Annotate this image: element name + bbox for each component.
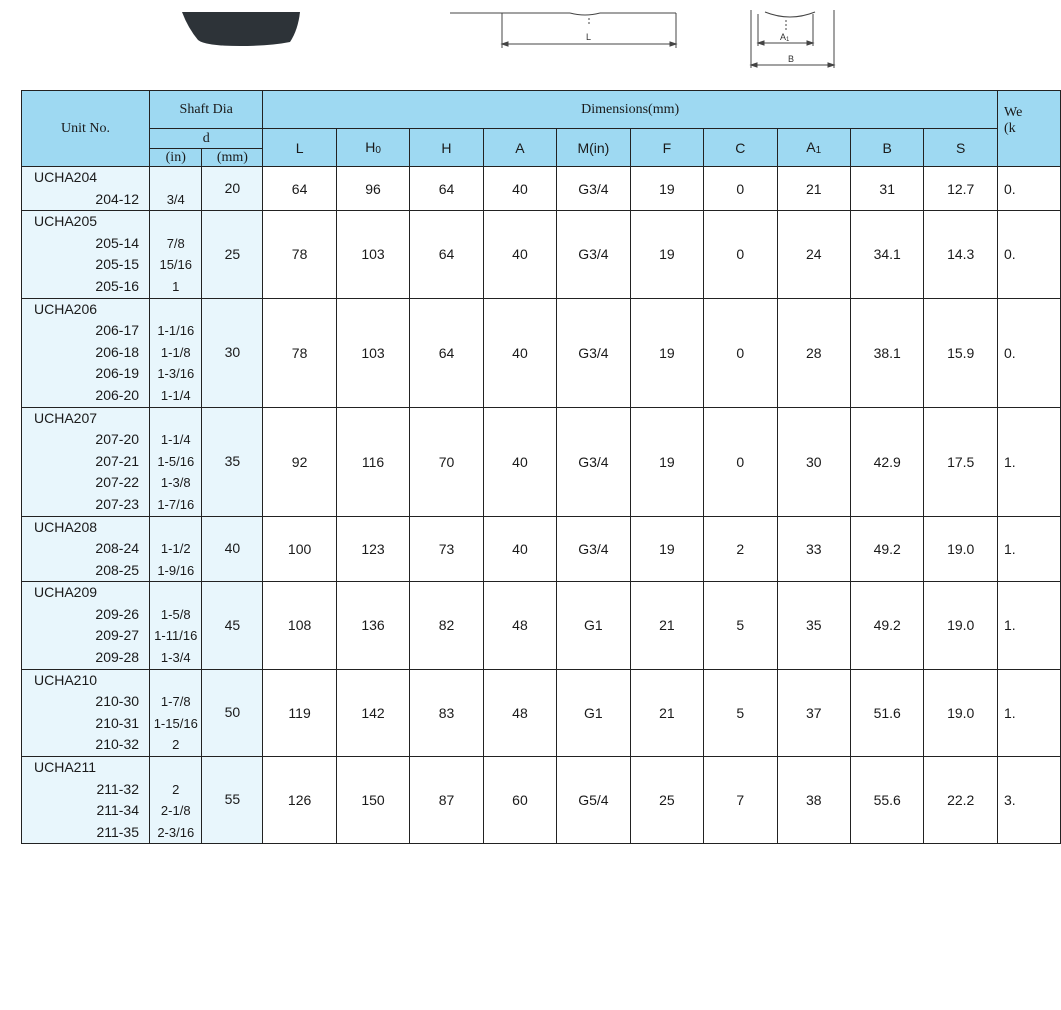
shaft-dia-in-value: 1-1/16 [157,323,195,339]
dim-s-cell: 15.9 [924,298,998,407]
in-spacer [150,670,201,692]
unit-no-cell [22,669,150,756]
table-row [22,757,1061,844]
unit-variant-number: 207-23 [95,495,140,512]
dim-a1-cell: 33 [777,516,850,582]
unit-base-number: UCHA209 [34,584,98,601]
shaft-dia-in-value: 1-3/16 [157,366,195,382]
unit-variant-number: 207-21 [95,452,140,469]
dim-f-cell: 25 [630,757,703,844]
dim-l-cell: 64 [263,167,336,211]
weight-cell: 1. [997,516,1060,582]
dim-b-cell: 49.2 [850,582,923,669]
dim-b-cell: 55.6 [850,757,923,844]
dim-m-cell: G3/4 [557,298,630,407]
shaft-dia-in-value: 2 [172,781,180,797]
dim-b-cell: 34.1 [850,211,923,298]
dim-l-cell: 92 [263,407,336,516]
dim-h0-cell: 142 [336,669,409,756]
shaft-dia-in-value: 1-3/8 [160,475,191,491]
shaft-dia-mm-cell [202,516,263,582]
header-M: M(in) [557,129,630,167]
dim-a-cell: 48 [483,669,556,756]
shaft-dia-in-value: 1-15/16 [153,715,198,731]
shaft-dia-in-cell [150,757,202,844]
shaft-dia-in-cell [150,669,202,756]
dim-l-cell: 100 [263,516,336,582]
in-spacer [150,211,201,233]
shaft-dia-in-cell [150,582,202,669]
shaft-dia-in-value: 1-7/8 [160,694,191,710]
dim-a-cell: 40 [483,407,556,516]
unit-variant-number: 210-31 [95,714,140,731]
dim-c-cell: 2 [704,516,777,582]
table-row [22,167,1061,211]
dim-m-cell: G3/4 [557,516,630,582]
unit-no-cell [22,407,150,516]
header-d: d [150,129,263,149]
unit-variant-number: 206-17 [95,322,140,339]
shaft-dia-in-value: 2 [172,737,180,753]
dim-c-cell: 0 [704,298,777,407]
shaft-dia-mm-value: 40 [224,540,241,557]
shaft-dia-mm-value: 45 [224,616,241,633]
dim-a1-cell: 30 [777,407,850,516]
dim-h-cell: 87 [410,757,483,844]
shaft-dia-in-value: 1-9/16 [157,562,195,578]
shaft-dia-in-value: 3/4 [166,191,185,207]
shaft-dia-mm-cell [202,669,263,756]
dim-a1-cell: 28 [777,298,850,407]
dim-b-cell: 51.6 [850,669,923,756]
dim-a-cell: 40 [483,516,556,582]
header-B: B [850,129,923,167]
unit-variant-number: 208-24 [95,540,140,557]
dim-l-cell: 78 [263,298,336,407]
dim-a-cell: 40 [483,211,556,298]
shaft-dia-in-value: 1-11/16 [154,628,198,644]
unit-base-number: UCHA207 [34,409,98,426]
shaft-dia-mm-value: 55 [224,791,241,808]
weight-cell: 1. [997,582,1060,669]
unit-variant-number: 210-32 [95,736,140,753]
unit-no-cell [22,298,150,407]
shaft-dia-mm-value: 20 [224,179,241,196]
dim-s-cell: 19.0 [924,516,998,582]
dim-m-cell: G3/4 [557,167,630,211]
unit-variant-number: 211-34 [96,802,140,819]
dim-s-cell: 12.7 [924,167,998,211]
dim-b-cell: 42.9 [850,407,923,516]
dim-a-cell: 40 [483,298,556,407]
shaft-dia-mm-cell [202,167,263,211]
dim-a-cell: 60 [483,757,556,844]
unit-no-cell [22,211,150,298]
shaft-dia-in-value: 1-3/4 [160,650,191,666]
header-C: C [704,129,777,167]
table-row [22,669,1061,756]
shaft-dia-in-cell [150,298,202,407]
dim-h-cell: 64 [410,167,483,211]
unit-variant-number: 206-20 [95,386,140,403]
shaft-dia-mm-cell [202,582,263,669]
shaft-dia-in-cell [150,167,202,211]
table-row [22,516,1061,582]
dim-l-cell: 78 [263,211,336,298]
table-row [22,211,1061,298]
dim-h-cell: 73 [410,516,483,582]
header-L: L [263,129,336,167]
shaft-dia-in-value: 7/8 [166,235,185,251]
unit-variant-number: 208-25 [95,561,140,578]
dim-s-cell: 17.5 [924,407,998,516]
header-shaft-dia: Shaft Dia [150,91,263,129]
in-spacer [150,408,201,430]
housing-silhouette [182,12,300,46]
header-weight-label: We [1003,105,1023,120]
shaft-dia-in-value: 1 [172,278,180,294]
in-spacer [150,299,201,321]
unit-base-number: UCHA204 [34,169,98,185]
header-S: S [924,129,998,167]
side-view-drawing [450,13,676,48]
table-row [22,582,1061,669]
dim-b-cell: 38.1 [850,298,923,407]
dim-m-cell: G1 [557,669,630,756]
shaft-dia-in-value: 1-1/4 [160,387,191,403]
unit-variant-number: 206-19 [95,365,140,382]
unit-base-number: UCHA208 [34,518,98,535]
shaft-dia-mm-cell [202,211,263,298]
dim-h-cell: 64 [410,211,483,298]
dim-a1-cell: 38 [777,757,850,844]
header-A1-sub: 1 [815,145,822,156]
dim-h0-cell: 103 [336,298,409,407]
dim-l-cell: 126 [263,757,336,844]
dim-c-cell: 0 [704,167,777,211]
shaft-dia-in-value: 2-3/16 [157,824,195,840]
shaft-dia-in-value: 2-1/8 [160,803,191,819]
unit-base-number: UCHA210 [34,671,98,688]
dim-f-cell: 19 [630,298,703,407]
dim-m-cell: G3/4 [557,211,630,298]
unit-variant-number: 207-22 [95,474,140,491]
shaft-dia-in-value: 15/16 [159,257,193,273]
header-A1 [777,129,850,167]
in-spacer [150,757,201,779]
dim-a1-cell: 24 [777,211,850,298]
dim-h0-cell: 150 [336,757,409,844]
dim-label-A1: A1 [780,32,790,43]
dim-h0-cell: 116 [336,407,409,516]
spec-table [21,90,1061,844]
spec-table-container [21,90,1023,1010]
table-row [22,298,1061,407]
unit-variant-number: 204-12 [95,190,140,207]
dim-c-cell: 5 [704,582,777,669]
dim-f-cell: 19 [630,211,703,298]
shaft-dia-mm-value: 50 [224,704,241,721]
shaft-dia-mm-value: 25 [224,245,241,262]
dim-m-cell: G1 [557,582,630,669]
dim-a-cell: 40 [483,167,556,211]
header-weight-unit: (k [1003,121,1016,136]
shaft-dia-mm-cell [202,298,263,407]
shaft-dia-mm-cell [202,757,263,844]
dim-s-cell: 14.3 [924,211,998,298]
header-A1-base: A [806,139,816,155]
dim-c-cell: 7 [704,757,777,844]
header-H0-base: H [365,139,376,155]
unit-variant-number: 206-18 [95,343,140,360]
dim-h0-cell: 96 [336,167,409,211]
dim-s-cell: 22.2 [924,757,998,844]
dim-h-cell: 70 [410,407,483,516]
unit-base-number: UCHA206 [34,300,98,317]
shaft-dia-in-value: 1-7/16 [157,496,195,512]
dim-h-cell: 82 [410,582,483,669]
dim-s-cell: 19.0 [924,669,998,756]
shaft-dia-in-value: 1-1/8 [160,344,191,360]
unit-variant-number: 211-35 [96,823,140,840]
technical-drawings [0,0,1002,90]
in-spacer [150,167,201,189]
unit-variant-number: 205-15 [95,256,140,273]
in-spacer [150,517,201,539]
weight-cell: 0. [997,211,1060,298]
shaft-dia-in-cell [150,211,202,298]
dim-l-cell: 119 [263,669,336,756]
unit-no-cell [22,582,150,669]
spec-table-body [22,167,1061,844]
dim-m-cell: G3/4 [557,407,630,516]
dim-a1-cell: 21 [777,167,850,211]
unit-variant-number: 209-27 [95,627,140,644]
header-mm: (mm) [202,149,263,167]
unit-base-number: UCHA205 [34,213,98,230]
dim-a1-cell: 35 [777,582,850,669]
weight-cell: 1. [997,407,1060,516]
dim-f-cell: 19 [630,407,703,516]
header-dimensions: Dimensions(mm) [263,91,998,129]
shaft-dia-in-value: 1-1/4 [160,432,191,448]
dim-f-cell: 21 [630,582,703,669]
in-spacer [150,582,201,604]
dim-label-B: B [788,54,795,64]
header-H0 [336,129,409,167]
unit-variant-number: 209-28 [95,649,140,666]
header-weight [997,91,1060,167]
shaft-dia-in-cell [150,516,202,582]
shaft-dia-in-cell [150,407,202,516]
unit-no-cell [22,167,150,211]
header-H0-sub: 0 [375,145,381,156]
dim-f-cell: 19 [630,167,703,211]
unit-variant-number: 211-32 [96,780,140,797]
dim-m-cell: G5/4 [557,757,630,844]
dim-h-cell: 83 [410,669,483,756]
dim-c-cell: 5 [704,669,777,756]
weight-cell: 0. [997,298,1060,407]
unit-variant-number: 210-30 [95,693,140,710]
dim-a-cell: 48 [483,582,556,669]
dim-h-cell: 64 [410,298,483,407]
dim-f-cell: 21 [630,669,703,756]
dim-c-cell: 0 [704,407,777,516]
table-row [22,407,1061,516]
dim-f-cell: 19 [630,516,703,582]
dim-h0-cell: 103 [336,211,409,298]
unit-no-cell [22,516,150,582]
unit-variant-number: 205-16 [95,277,140,294]
shaft-dia-in-value: 1-1/2 [160,541,191,557]
unit-base-number: UCHA211 [34,759,96,776]
header-row-1 [22,91,1061,129]
unit-variant-number: 209-26 [95,605,140,622]
shaft-dia-mm-cell [202,407,263,516]
dim-b-cell: 31 [850,167,923,211]
dim-c-cell: 0 [704,211,777,298]
weight-cell: 1. [997,669,1060,756]
header-H: H [410,129,483,167]
dim-s-cell: 19.0 [924,582,998,669]
header-row-2 [22,129,1061,149]
dim-h0-cell: 123 [336,516,409,582]
dim-l-cell: 108 [263,582,336,669]
shaft-dia-mm-value: 30 [224,343,241,360]
dim-h0-cell: 136 [336,582,409,669]
dim-label-L: L [586,32,592,42]
header-in: (in) [150,149,202,167]
unit-no-cell [22,757,150,844]
dim-a1-cell: 37 [777,669,850,756]
weight-cell: 3. [997,757,1060,844]
header-unit-no: Unit No. [22,91,150,167]
shaft-dia-in-value: 1-5/8 [160,606,191,622]
unit-variant-number: 205-14 [95,234,140,251]
shaft-dia-in-value: 1-5/16 [157,453,195,469]
shaft-dia-mm-value: 35 [224,452,241,469]
unit-variant-number: 207-20 [95,431,140,448]
header-A: A [483,129,556,167]
header-F: F [630,129,703,167]
weight-cell: 0. [997,167,1060,211]
dim-b-cell: 49.2 [850,516,923,582]
